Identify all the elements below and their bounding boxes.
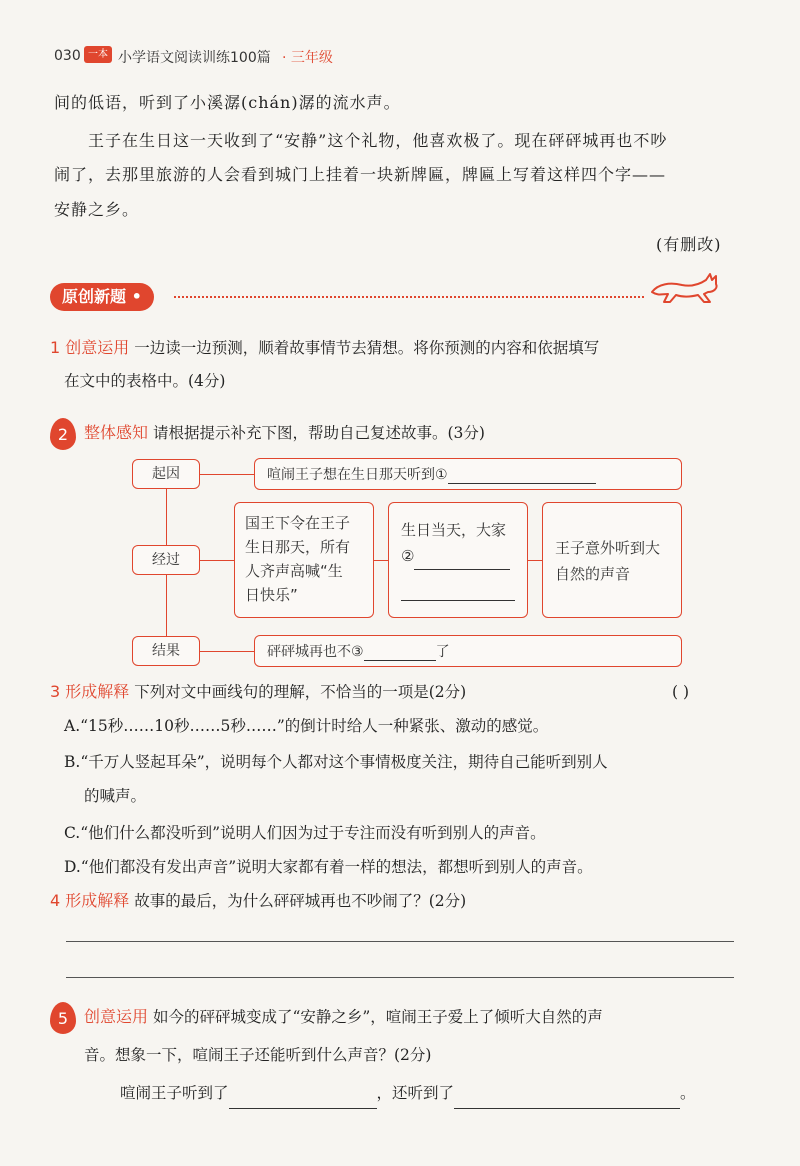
q2-label: 整体感知	[84, 423, 149, 442]
passage-line: 间的低语，听到了小溪潺(chán)潺的流水声。	[54, 93, 401, 112]
answer-line-2[interactable]	[66, 977, 734, 978]
answer-blank-2b[interactable]	[401, 574, 515, 601]
result-tail: 了	[435, 644, 450, 660]
process-label: 经过	[132, 545, 200, 575]
box-line: 日快乐”	[245, 586, 298, 604]
q3-text: 下列对文中画线句的理解，不恰当的一项是(2分)	[134, 683, 467, 701]
dotted-divider	[174, 296, 644, 298]
option-b-cont: 的喊声。	[84, 787, 147, 805]
fill-end: 。	[680, 1084, 696, 1102]
cause-text: 喧闹王子想在生日那天听到①	[267, 467, 448, 483]
q1-text-cont: 在文中的表格中。(4分)	[64, 372, 226, 390]
q2-text: 请根据提示补充下图，帮助自己复述故事。(3分)	[152, 424, 485, 442]
page-number: 030	[54, 48, 81, 64]
box-line: 自然的声音	[555, 565, 631, 583]
connector	[200, 651, 254, 652]
circled-2: ②	[401, 547, 415, 565]
answer-blank-5b[interactable]	[454, 1078, 680, 1109]
connector	[528, 560, 542, 561]
q5-text: 如今的砰砰城变成了“安静之乡”，喧闹王子爱上了倾听大自然的声	[152, 1008, 603, 1026]
cause-box	[254, 458, 682, 490]
answer-blank-2[interactable]	[414, 543, 510, 570]
option-b: B.“千万人竖起耳朵”，说明每个人都对这个事情极度关注，期待自己能听到别人	[64, 753, 608, 771]
passage-line: 闹了，去那里旅游的人会看到城门上挂着一块新牌匾，牌匾上写着这样四个字——	[54, 165, 667, 184]
q1-label: 1 创意运用	[50, 338, 130, 357]
box-line: 人齐声高喊“生	[245, 562, 343, 580]
q1-text: 一边读一边预测，顺着故事情节去猜想。将你预测的内容和依据填写	[134, 339, 600, 357]
connector	[200, 560, 234, 561]
answer-blank-5a[interactable]	[229, 1078, 377, 1109]
passage-line: 王子在生日这一天收到了“安静”这个礼物，他喜欢极了。现在砰砰城再也不吵	[88, 131, 668, 150]
option-d: D.“他们都没有发出声音”说明大家都有着一样的想法，都想听到别人的声音。	[64, 858, 593, 876]
process-box-3	[542, 502, 682, 618]
result-label: 结果	[132, 636, 200, 666]
passage-line: 安静之乡。	[54, 200, 140, 219]
abridged-note: (有删改)	[656, 235, 722, 254]
result-text: 砰砰城再也不③	[267, 644, 364, 660]
option-a: A.“15秒……10秒……5秒……”的倒计时给人一种紧张、激动的感觉。	[64, 717, 549, 735]
process-box-1	[234, 502, 374, 618]
q4-label: 4 形成解释	[50, 891, 130, 910]
result-box	[254, 635, 682, 667]
cat-icon	[648, 270, 728, 310]
answer-line-1[interactable]	[66, 941, 734, 942]
answer-blank-1[interactable]	[448, 467, 596, 484]
brand-logo: 一本	[84, 46, 112, 63]
connector	[374, 560, 388, 561]
q5-text-cont: 音。想象一下，喧闹王子还能听到什么声音？(2分)	[84, 1046, 432, 1064]
box-line: 生日当天，大家	[401, 521, 507, 539]
box-line: 生日那天，所有	[245, 538, 351, 556]
q3-label: 3 形成解释	[50, 682, 130, 701]
connector	[200, 474, 254, 475]
process-box-2	[388, 502, 528, 618]
box-line: 国王下令在王子	[245, 514, 351, 532]
q2-number-badge: 2	[50, 418, 76, 450]
q5-label: 创意运用	[84, 1007, 149, 1026]
grade-label: · 三年级	[282, 50, 333, 66]
fill-part-1: 喧闹王子听到了	[120, 1084, 229, 1102]
cause-label: 起因	[132, 459, 200, 489]
option-c: C.“他们什么都没听到”说明人们因为过于专注而没有听到别人的声音。	[64, 824, 546, 842]
fill-part-2: ，还听到了	[376, 1084, 455, 1102]
q4-text: 故事的最后，为什么砰砰城再也不吵闹了？(2分)	[134, 892, 467, 910]
series-title: 小学语文阅读训练100篇	[118, 50, 271, 66]
q5-number-badge: 5	[50, 1002, 76, 1034]
answer-bracket[interactable]: ( )	[672, 683, 690, 701]
answer-blank-3[interactable]	[364, 644, 436, 661]
box-line: 王子意外听到大	[555, 539, 661, 557]
section-banner: 原创新题 •	[50, 283, 154, 311]
